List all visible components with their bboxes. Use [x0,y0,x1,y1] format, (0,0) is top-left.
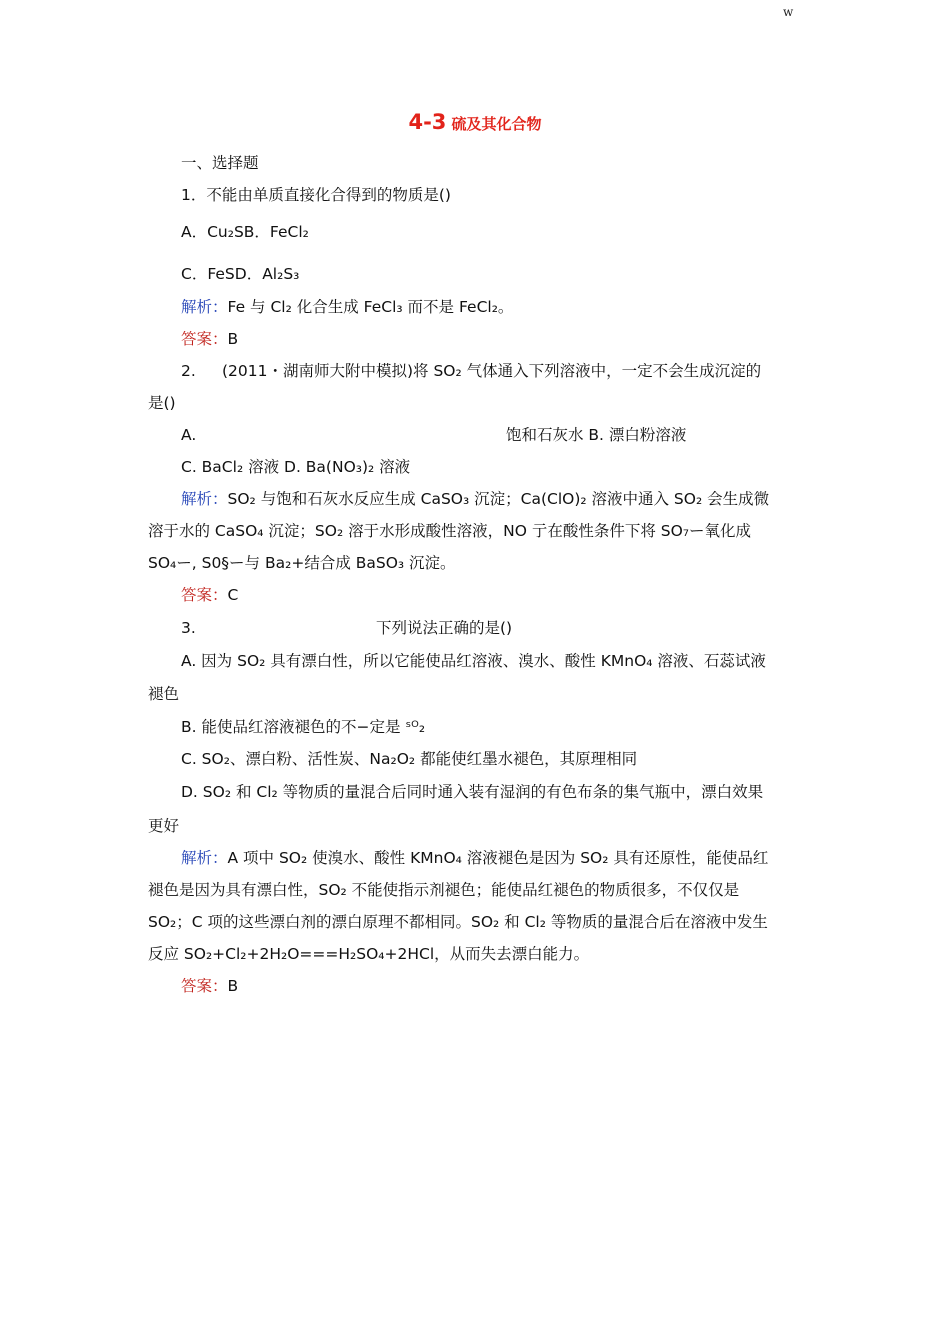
q3-analysis-line3: SO₂；C 项的这些漂白剂的漂白原理不都相同。SO₂ 和 Cl₂ 等物质的量混合后在溶液中发生 [148,913,768,931]
q3-answer [181,975,238,997]
title-number: 4-3 [408,110,447,134]
q2-option-a-text: 饱和石灰水 B. 漂白粉溶液 [506,426,687,444]
q2-options-cd: C. BaCl₂ 溶液 D. Ba(NO₃)₂ 溶液 [181,458,411,476]
q3-analysis-line4: 反应 SO₂+Cl₂+2H₂O===H₂SO₄+2HCl，从而失去漂白能力。 [148,945,590,963]
q2-analysis-line2: 溶于水的 CaSO₄ 沉淀；SO₂ 溶于水形成酸性溶液，NO 亍在酸性条件下将 SO₇ー氧化成 [148,522,752,540]
q2-stem-line1: (2011・湖南师大附中模拟)将 SO₂ 气体通入下列溶液中，一定不会生成沉淀的 [222,362,762,380]
page-title [0,110,950,134]
section-heading: 一、选择题 [181,154,259,172]
title-text: 硫及其化合物 [451,115,542,133]
q3-analysis-text1: A 项中 SO₂ 使溴水、酸性 KMnO₄ 溶液褪色是因为 SO₂ 具有还原性，能使品红 [227,849,769,867]
q3-option-a-line1: A. 因为 SO₂ 具有漂白性，所以它能使品红溶液、溴水、酸性 KMnO₄ 溶液、石蕊试液 [181,652,766,670]
q2-option-a-label: A. [181,426,197,444]
analysis-label: 解析： [181,298,228,316]
q2-number: 2. [181,362,196,380]
q2-analysis-line3: SO₄ー, S0§ー与 Ba₂+结合成 BaSO₃ 沉淀。 [148,554,456,572]
q3-option-d-line2: 更好 [148,817,180,835]
q3-analysis-line2: 褪色是因为具有漂白性，SO₂ 不能使指示剂褪色；能使品红褪色的物质很多，不仅仅是 [148,881,740,899]
answer-label: 答案： [181,977,228,995]
analysis-label: 解析： [181,490,228,508]
q1-answer [181,328,238,350]
q2-answer [181,584,238,606]
q1-options-ab: A．Cu₂SB．FeCl₂ [181,223,309,241]
answer-label: 答案： [181,586,228,604]
q3-option-c: C. SO₂、漂白粉、活性炭、Na₂O₂ 都能使红墨水褪色，其原理相同 [181,750,638,768]
q3-option-a-line2: 褪色 [148,685,180,703]
analysis-label: 解析： [181,849,228,867]
q3-option-d-line1: D. SO₂ 和 Cl₂ 等物质的量混合后同时通入装有湿润的有色布条的集气瓶中，漂白效果 [181,783,764,801]
answer-label: 答案： [181,330,228,348]
q1-stem: 1．不能由单质直接化合得到的物质是() [181,186,451,204]
q1-options-cd: C．FeSD．Al₂S₃ [181,265,300,283]
q2-analysis-line1 [181,488,769,510]
q2-analysis-text1: SO₂ 与饱和石灰水反应生成 CaSO₃ 沉淀；Ca(ClO)₂ 溶液中通入 SO₂ 会生成微 [227,490,770,508]
q1-analysis-text: Fe 与 Cl₂ 化合生成 FeCl₃ 而不是 FeCl₂。 [227,298,514,316]
q3-option-b: B. 能使品红溶液褪色的不−定是 ˢᴼ₂ [181,718,426,736]
q3-number: 3. [181,619,196,637]
q1-analysis [181,296,513,318]
q3-analysis-line1 [181,847,768,869]
q3-answer-value: B [227,977,239,995]
q2-stem-line2: 是() [148,394,176,412]
corner-mark: w [783,5,794,19]
q2-answer-value: C [227,586,239,604]
q1-answer-value: B [227,330,239,348]
q3-stem: 下列说法正确的是() [376,619,513,637]
